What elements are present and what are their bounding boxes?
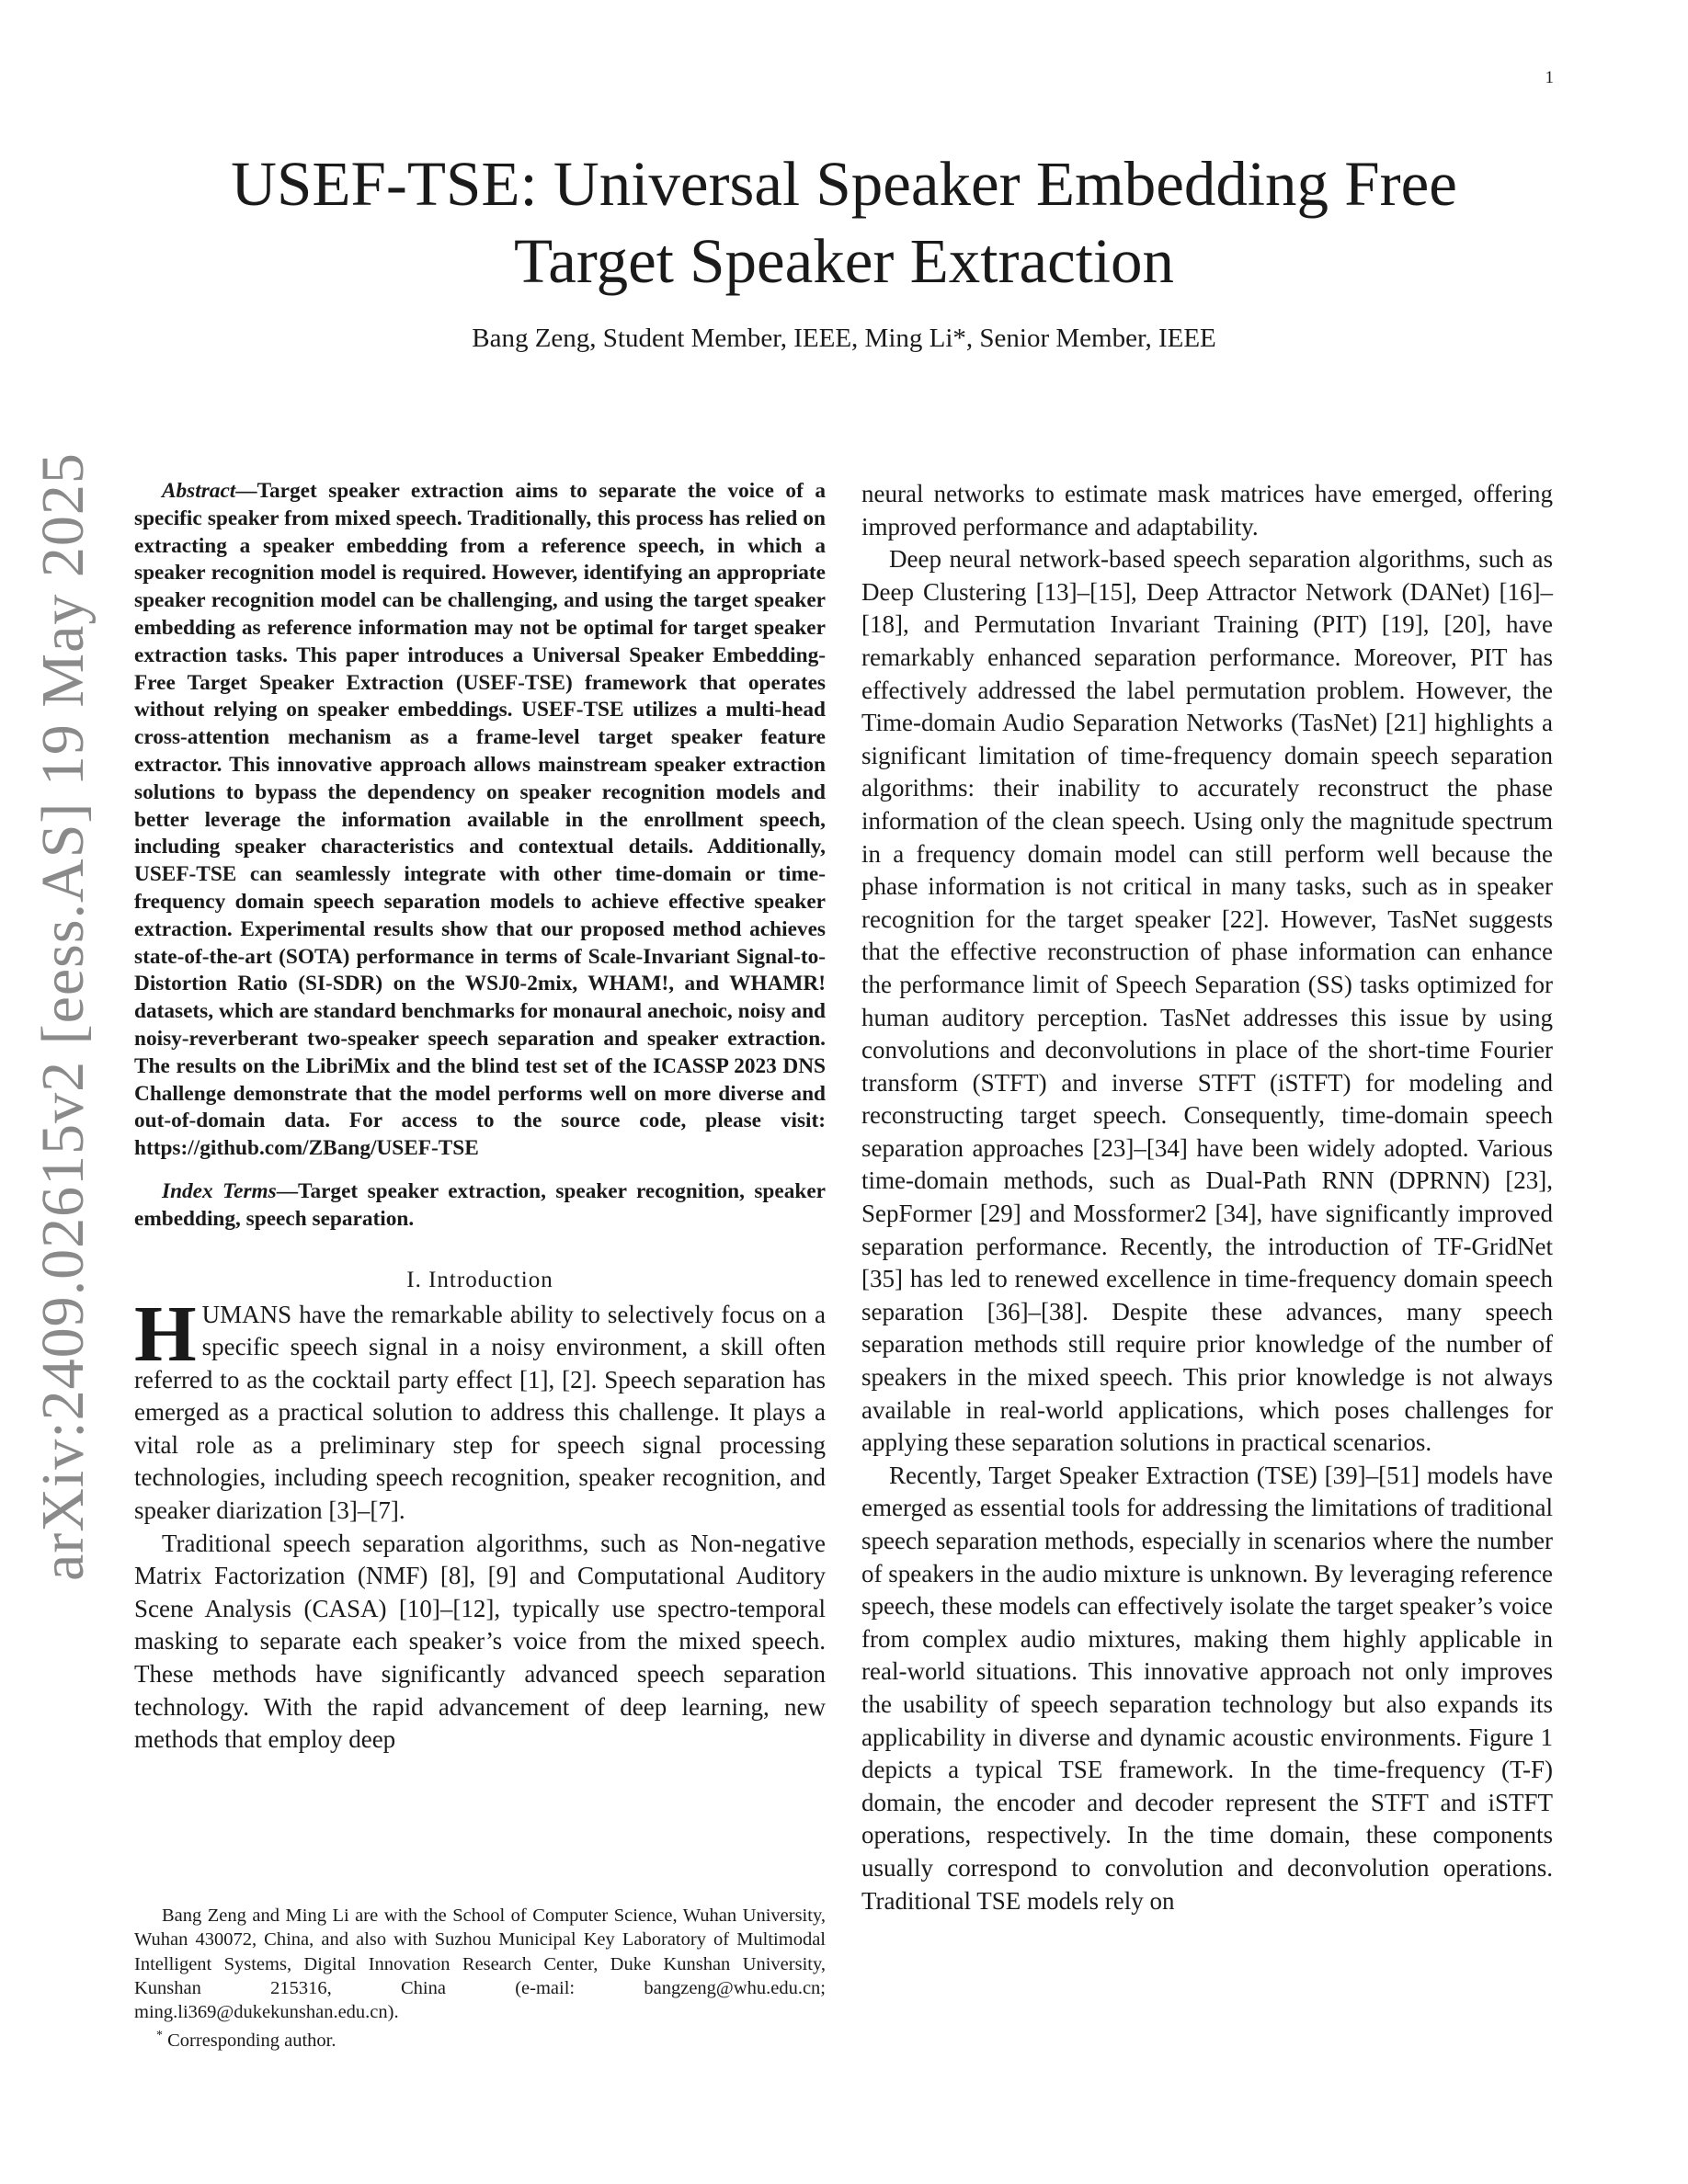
index-terms-label: Index Terms — [162, 1178, 277, 1203]
page-number: 1 — [1545, 68, 1554, 87]
title-line-1: USEF-TSE: Universal Speaker Embedding Free — [231, 149, 1457, 219]
intro-paragraph-2: Traditional speech separation algorithms, such as Non-negative Matrix Factorization (NMF) [8], [9] and Computational Auditory Scene Analysis (CASA) [10]–[12], typically use spectro-temporal masking to separate each speaker’s voice from the mixed speech. These methods have significantly advanced speech separation technology. With the rapid advancement of deep learning, new methods that employ deep — [134, 1529, 826, 1754]
arxiv-identifier-stamp: arXiv:2409.02615v2 [eess.AS] 19 May 2025 — [29, 452, 97, 1581]
abstract-text: —Target speaker extraction aims to separate the voice of a specific speaker from mixed speech. Traditionally, this process has relied on extracting a speaker embedding from a reference speech, in which a speaker recognition model is required. However, identifying an appropriate speaker recognition model can be challenging, and using the target speaker embedding as reference information may not be optimal for target speaker extraction tasks. This paper introduces a Universal Speaker Embedding-Free Target Speaker Extraction (USEF-TSE) framework that operates without relying on speaker embeddings. USEF-TSE utilizes a multi-head cross-attention mechanism as a frame-level target speaker feature extractor. This innovative approach allows mainstream speaker extraction solutions to bypass the dependency on speaker recognition models and better leverage the information available in the enrollment speech, including speaker characteristics and contextual details. Additionally, USEF-TSE can seamlessly integrate with other time-domain or time-frequency domain speech separation models to achieve effective speaker extraction. Experimental results show that our proposed method achieves state-of-the-art (SOTA) performance in terms of Scale-Invariant Signal-to-Distortion Ratio (SI-SDR) on the WSJ0-2mix, WHAM!, and WHAMR! datasets, which are standard benchmarks for monaural anechoic, noisy and noisy-reverberant two-speaker speech separation and speaker extraction. The results on the LibriMix and the blind test set of the ICASSP 2023 DNS Challenge demonstrate that the model performs well on more diverse and out-of-domain data. For access to the source code, please visit: https://github.com/ZBang/USEF-TSE — [134, 479, 826, 1161]
right-paragraph-2: Deep neural network-based speech separation algorithms, such as Deep Clustering [13]–[15], Deep Attractor Network (DANet) [16]–[18], and Permutation Invariant Training (PIT) [19], [20], have remarkably enhanced separation performance. Moreover, PIT has effectively addressed the label permutation problem. However, the Time-domain Audio Separation Networks (TasNet) [21] highlights a significant limitation of time-frequency domain speech separation algorithms: their inability to accurately reconstruct the phase information of the clean speech. Using only the magnitude spectrum in a frequency domain model can still perform well because the phase information is not critical in many tasks, such as in speaker recognition for the target speaker [22]. However, TasNet suggests that the effective reconstruction of phase information can enhance the performance limit of Speech Separation (SS) tasks optimized for human auditory perception. TasNet addresses this issue by using convolutions and deconvolutions in place of the short-time Fourier transform (STFT) and inverse STFT (iSTFT) for modeling and reconstructing target speech. Consequently, time-domain speech separation approaches [23]–[34] have been widely adopted. Various time-domain methods, such as Dual-Path RNN (DPRNN) [23], SepFormer [29] and Mossformer2 [34], have significantly improved separation performance. Recently, the introduction of TF-GridNet [35] has led to renewed excellence in time-frequency domain speech separation [36]–[38]. Despite these advances, many speech separation methods still require prior knowledge of the number of speakers in the mixed speech. This prior knowledge is not always available in real-world applications, which poses challenges for applying these separation solutions in practical scenarios. — [861, 545, 1553, 1457]
left-column — [134, 478, 826, 1757]
dropcap-letter: H — [134, 1288, 197, 1378]
index-terms — [134, 1178, 826, 1234]
intro-paragraph-1-text: UMANS have the remarkable ability to selectively focus on a specific speech signal in a noisy environment, a skill often referred to as the cocktail party effect [1], [2]. Speech separation has emerged as a practical solution to address this challenge. It plays a vital role as a preliminary step for speech signal processing technologies, including speech recognition, speaker recognition, and speaker diarization [3]–[7]. — [134, 1300, 826, 1525]
footnote — [134, 1904, 826, 2053]
abstract — [134, 478, 826, 1163]
right-paragraph-3: Recently, Target Speaker Extraction (TSE) [39]–[51] models have emerged as essential tools for addressing the limitations of traditional speech separation methods, especially in scenarios where the number of speakers in the audio mixture is unknown. By leveraging reference speech, these models can effectively isolate the target speaker’s voice from complex audio mixtures, making them highly applicable in real-world situations. This innovative approach not only improves the usability of speech separation technology but also expands its applicability in diverse and dynamic acoustic environments. Figure 1 depicts a typical TSE framework. In the time-frequency (T-F) domain, the encoder and decoder represent the STFT and iSTFT operations, respectively. In the time domain, these components usually correspond to convolution and deconvolution operations. Traditional TSE models rely on — [861, 1461, 1554, 1915]
footnote-corresponding-text: Corresponding author. — [163, 2030, 336, 2052]
title-line-2: Target Speaker Extraction — [513, 226, 1175, 296]
author-line: Bang Zeng, Student Member, IEEE, Ming Li*, Senior Member, IEEE — [472, 324, 1216, 353]
footnote-corresponding — [134, 2024, 826, 2053]
right-paragraph-1: neural networks to estimate mask matrices have emerged, offering improved performance and adaptability. — [861, 480, 1553, 540]
footnote-affiliation: Bang Zeng and Ming Li are with the School of Computer Science, Wuhan University, Wuhan 430072, China, and also with Suzhou Municipal Key Laboratory of Multimodal Intelligent Systems, Digital Innovation Research Center, Duke Kunshan University, Kunshan 215316, China (e-mail: bangzeng@whu.edu.cn; ming.li369@dukekunshan.edu.cn). — [134, 1905, 826, 2023]
right-column — [861, 478, 1553, 1917]
abstract-label: Abstract — [162, 479, 236, 503]
index-terms-text: —Target speaker extraction, speaker recognition, speaker embedding, speech separation. — [134, 1178, 826, 1231]
section-heading-introduction: I. Introduction — [406, 1267, 553, 1292]
paper-title — [138, 145, 1550, 300]
intro-paragraph-1 — [134, 1288, 826, 1528]
footnote-corresponding-mark: * — [156, 2029, 163, 2043]
